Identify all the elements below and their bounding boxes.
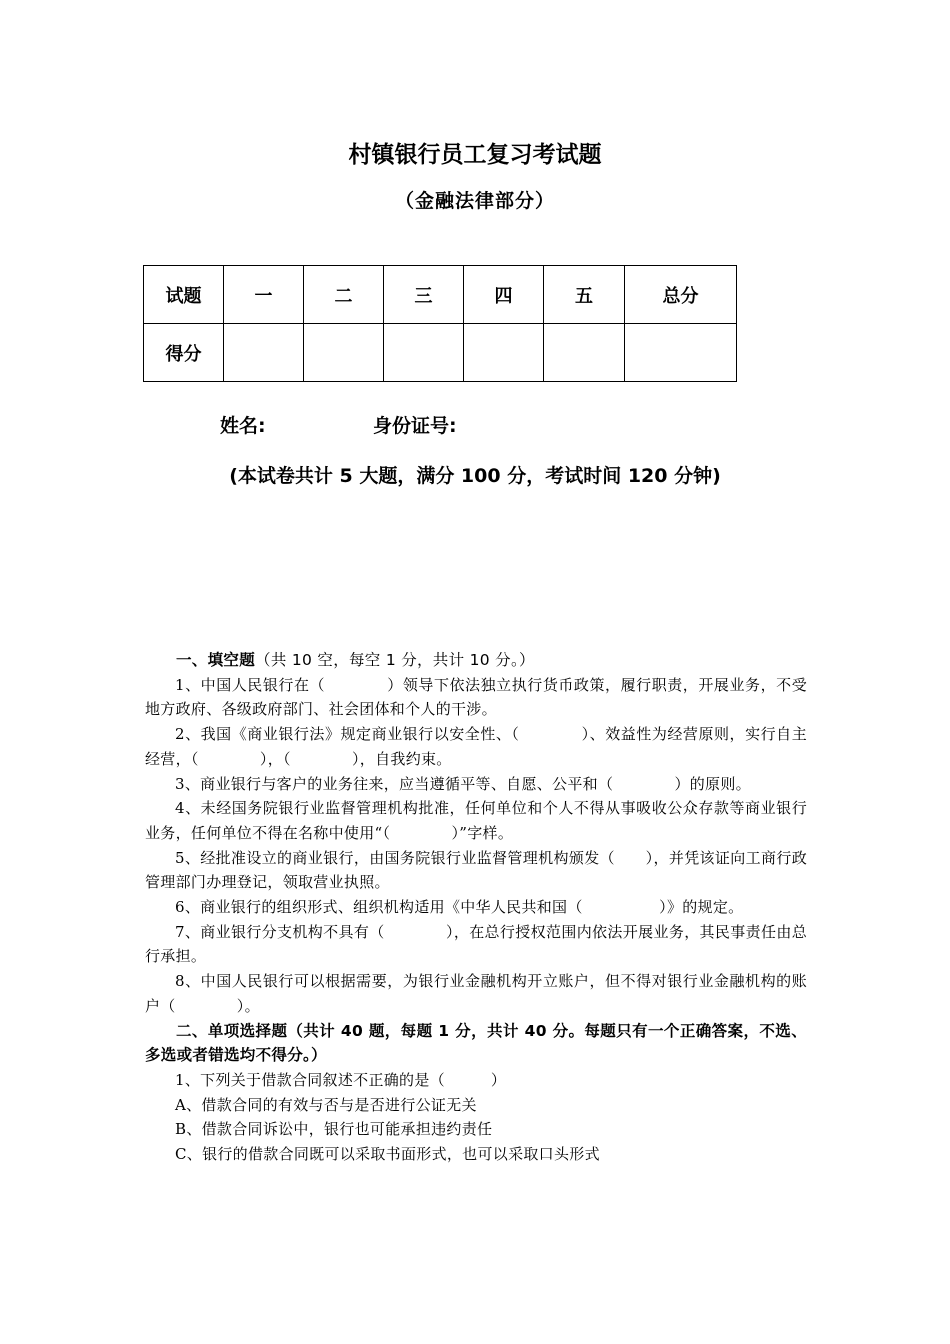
score-cell	[224, 324, 304, 382]
score-table-header-row	[144, 266, 737, 324]
choice-option-c: C、银行的借款合同既可以采取书面形式，也可以采取口头形式	[175, 1145, 600, 1164]
fill-question-2: 2、我国《商业银行法》规定商业银行以安全性、（ ）、效益性为经营原则，实行自主经营，（ ），（ ），自我约束。	[145, 725, 807, 768]
score-header-cell: 四	[464, 266, 544, 324]
score-header-cell: 试题	[144, 266, 224, 324]
section2-header: 二、单项选择题（共计 40 题，每题 1 分，共计 40 分。每题只有一个正确答案，不选、多选或者错选均不得分。）	[145, 1021, 807, 1065]
choice-option-a: A、借款合同的有效与否与是否进行公证无关	[175, 1095, 477, 1114]
fill-question-5: 5、经批准设立的商业银行，由国务院银行业监督管理机构颁发（ ），并凭该证向工商行政管理部门办理登记，领取营业执照。	[145, 848, 807, 892]
score-table	[143, 265, 737, 382]
fill-question-8: 8、中国人民银行可以根据需要，为银行业金融机构开立账户，但不得对银行业金融机构的账户（ ）。	[145, 972, 807, 1015]
score-table-score-row	[144, 324, 737, 382]
score-cell	[625, 324, 737, 382]
section1-header-title: 一、填空题	[176, 651, 256, 669]
fill-question-3: 3、商业银行与客户的业务往来，应当遵循平等、自愿、公平和（ ）的原则。	[175, 774, 751, 793]
score-cell	[384, 324, 464, 382]
id-number-label: 身份证号:	[373, 415, 457, 437]
name-label: 姓名:	[220, 415, 266, 437]
section1-header	[145, 648, 807, 673]
score-header-cell: 五	[544, 266, 625, 324]
score-row-label: 得分	[144, 324, 224, 382]
document-subtitle: （金融法律部分）	[394, 190, 555, 212]
score-cell	[464, 324, 544, 382]
exam-note: (本试卷共计 5 大题，满分 100 分，考试时间 120 分钟)	[229, 465, 721, 487]
fill-question-7: 7、商业银行分支机构不具有（ ），在总行授权范围内依法开展业务，其民事责任由总行承担。	[145, 922, 807, 966]
fill-question-4: 4、未经国务院银行业监督管理机构批准，任何单位和个人不得从事吸收公众存款等商业银行业务，任何单位不得在名称中使用“（ ）”字样。	[145, 799, 807, 842]
score-header-cell: 总分	[625, 266, 737, 324]
choice-option-b: B、借款合同诉讼中，银行也可能承担违约责任	[175, 1120, 493, 1139]
score-header-cell: 一	[224, 266, 304, 324]
score-header-cell: 三	[384, 266, 464, 324]
score-cell	[544, 324, 625, 382]
exam-body	[145, 648, 807, 1167]
fill-question-6: 6、商业银行的组织形式、组织机构适用《中华人民共和国（ ）》的规定。	[175, 898, 744, 917]
fill-question-1: 1、中国人民银行在（ ）领导下依法独立执行货币政策，履行职责，开展业务，不受地方政府、各级政府部门、社会团体和个人的干涉。	[145, 675, 807, 719]
section1-header-detail: （共 10 空，每空 1 分，共计 10 分。）	[255, 651, 535, 669]
choice-question-1: 1、下列关于借款合同叙述不正确的是（ ）	[175, 1070, 507, 1089]
score-cell	[304, 324, 384, 382]
document-title: 村镇银行员工复习考试题	[348, 142, 602, 168]
score-header-cell: 二	[304, 266, 384, 324]
